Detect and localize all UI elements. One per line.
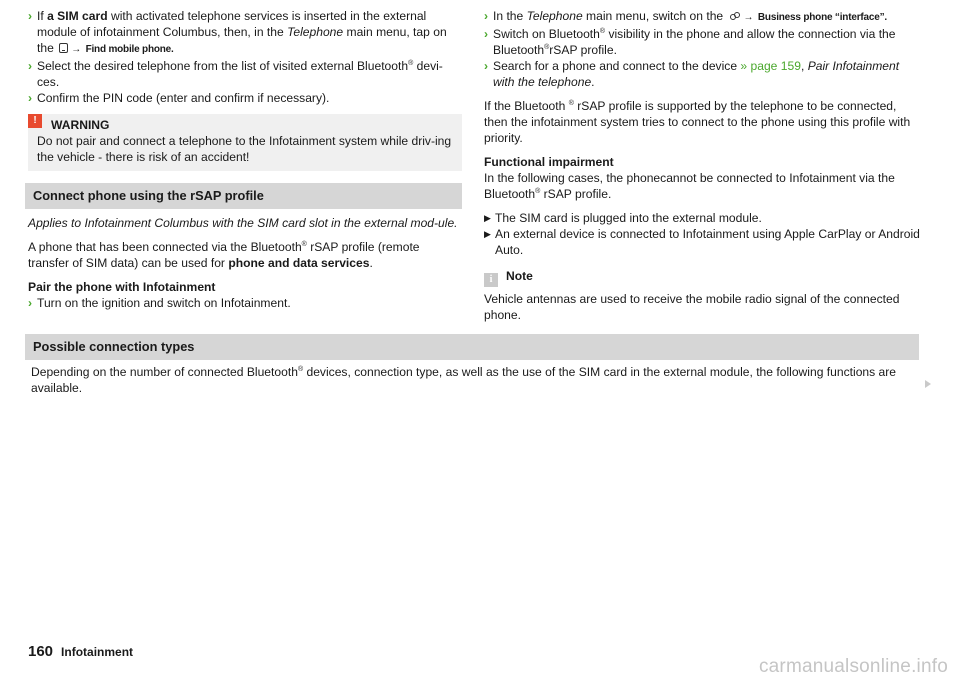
step-marker: › — [28, 59, 33, 73]
arrow-icon: → — [71, 44, 82, 55]
note-text: Vehicle antennas are used to receive the mobile radio signal of the connected phone. — [484, 292, 900, 322]
menu-path-business-phone: Business phone “interface”. — [757, 12, 887, 23]
bullet-sim-plugged: ▶ The SIM card is plugged into the external module. — [484, 211, 762, 225]
connection-types-text: Depending on the number of connected Bluetooth® devices, connection type, as well as the use of the SIM card in the external module, the following functions are available. — [31, 365, 897, 395]
phone-menu-icon — [59, 43, 68, 53]
step-marker: › — [484, 27, 489, 41]
settings-link-icon — [729, 9, 741, 19]
pair-heading: Pair the phone with Infotainment — [28, 280, 216, 294]
step-business-phone: › In the Telephone main menu, switch on the → Business phone “interface”. — [484, 9, 887, 23]
warning-box — [28, 114, 462, 171]
step-sim-card: › If a SIM card with activated telephone services is inserted in the external module of infotainment Columbus, then, in the Telephone main menu, tap on the → Find mobile phone. — [28, 9, 447, 55]
left-column — [28, 8, 462, 311]
step-marker: › — [484, 59, 489, 73]
rsap-intro-paragraph: A phone that has been connected via the Bluetooth® rSAP profile (remote transfer of SIM data) can be used for phone and data services. — [28, 240, 420, 270]
info-icon: i — [484, 273, 498, 287]
step-marker: › — [28, 91, 33, 105]
warning-text: Do not pair and connect a telephone to the Infotainment system while driv-ing the vehicle - there is risk of an accident! — [37, 134, 452, 164]
page-number: 160 — [28, 643, 54, 660]
bullet-marker: ▶ — [484, 213, 491, 223]
right-column — [484, 8, 920, 323]
page-footer — [28, 644, 133, 660]
step-search-phone: › Search for a phone and connect to the device » page 159, Pair Infotainment with the telephone. — [484, 59, 900, 89]
arrow-icon: → — [743, 12, 754, 23]
warning-icon: ! — [28, 114, 42, 128]
rsap-priority-paragraph: If the Bluetooth ® rSAP profile is supported by the telephone to be connected, then the infotainment system tries to connect to the phone using this profile with priority. — [484, 99, 911, 145]
chapter-title: Infotainment — [61, 645, 134, 659]
impairment-text: In the following cases, the phonecannot be connected to Infotainment via the Bluetooth® rSAP profile. — [484, 171, 895, 201]
note-box — [484, 268, 920, 323]
page-reference-link[interactable]: » page 159 — [740, 59, 801, 73]
step-ignition: › Turn on the ignition and switch on Infotainment. — [28, 296, 291, 310]
note-title: Note — [506, 269, 533, 283]
warning-title: WARNING — [51, 118, 110, 132]
step-confirm-pin: › Confirm the PIN code (enter and confirm if necessary). — [28, 91, 330, 105]
step-bluetooth-visibility: › Switch on Bluetooth® visibility in the phone and allow the connection via the Bluetooth®rSAP profile. — [484, 27, 896, 57]
applies-note: Applies to Infotainment Columbus with the SIM card slot in the external mod-ule. — [28, 216, 458, 230]
step-marker: › — [484, 9, 489, 23]
step-marker: › — [28, 296, 33, 310]
bullet-carplay: ▶ An external device is connected to Infotainment using Apple CarPlay or Android Auto. — [484, 227, 920, 257]
impairment-heading: Functional impairment — [484, 155, 614, 169]
menu-path-find-mobile-phone: Find mobile phone. — [85, 44, 174, 55]
step-select-telephone: › Select the desired telephone from the list of visited external Bluetooth® devi-ces. — [28, 59, 443, 89]
bullet-marker: ▶ — [484, 229, 491, 239]
step-marker: › — [28, 9, 33, 23]
continue-arrow-icon — [925, 380, 931, 388]
watermark: carmanualsonline.info — [758, 656, 948, 677]
section-heading-rsap: Connect phone using the rSAP profile — [25, 183, 462, 209]
section-heading-connection-types: Possible connection types — [25, 334, 919, 360]
